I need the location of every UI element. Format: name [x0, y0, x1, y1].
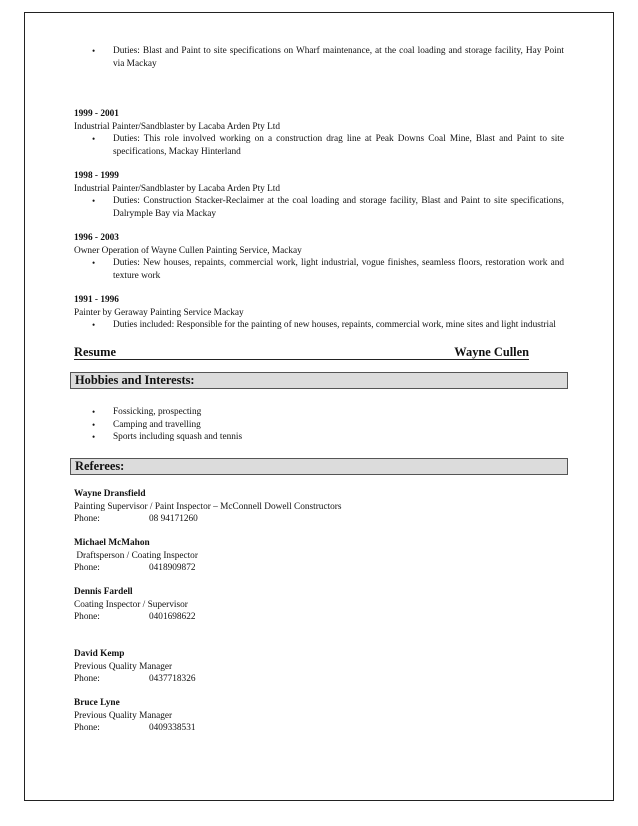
- list-item: • Duties included: Responsible for the painting of new houses, repaints, commercial work, mine sites and light industrial: [92, 320, 556, 331]
- referee-phone-row: [74, 513, 564, 526]
- job-duties: [74, 257, 564, 282]
- job-title: Industrial Painter/Sandblaster by Lacaba Arden Pty Ltd: [74, 121, 281, 132]
- referee-entry: [74, 648, 564, 686]
- referee-phone: 0418909872: [149, 563, 196, 574]
- job-title: Industrial Painter/Sandblaster by Lacaba Arden Pty Ltd: [74, 183, 281, 194]
- job-years: 1991 - 1996: [74, 295, 119, 305]
- resume-footer-left: Resume: [74, 345, 116, 359]
- referee-name: Dennis Fardell: [74, 587, 133, 597]
- list-item: • Duties: New houses, repaints, commercial work, light industrial, vogue finishes, seamless floors, restoration work and texture work: [92, 258, 564, 281]
- hobbies-heading: Hobbies and Interests:: [70, 372, 568, 389]
- referee-name: Bruce Lyne: [74, 698, 120, 708]
- hobbies-list: [74, 406, 564, 444]
- referee-phone: 08 94171260: [149, 514, 198, 525]
- job-entry: [74, 170, 564, 220]
- intro-bullet-list: [74, 45, 564, 70]
- job-years: 1996 - 2003: [74, 233, 119, 243]
- job-years: 1999 - 2001: [74, 109, 119, 119]
- job-years: 1998 - 1999: [74, 171, 119, 181]
- phone-label: Phone:: [74, 514, 100, 525]
- referee-phone: 0401698622: [149, 612, 196, 623]
- bullet-icon: •: [92, 432, 96, 443]
- referee-name: Michael McMahon: [74, 538, 150, 548]
- list-item: • Duties: Blast and Paint to site specifications on Wharf maintenance, at the coal loading and storage facility, Hay Point via Mackay: [92, 46, 564, 69]
- job-title: Painter by Geraway Painting Service Mackay: [74, 307, 244, 318]
- referee-phone: 0409338531: [149, 723, 196, 734]
- referee-phone-row: [74, 673, 564, 686]
- resume-footer: [74, 345, 529, 360]
- phone-label: Phone:: [74, 723, 100, 734]
- resume-footer-name: Wayne Cullen: [454, 345, 529, 359]
- job-duties: [74, 133, 564, 158]
- job-duties: [74, 195, 564, 220]
- referee-name: David Kemp: [74, 649, 125, 659]
- phone-label: Phone:: [74, 563, 100, 574]
- bullet-icon: •: [92, 320, 96, 331]
- bullet-icon: •: [92, 134, 96, 145]
- job-entry: [74, 232, 564, 282]
- bullet-icon: •: [92, 258, 96, 269]
- referee-phone-row: [74, 562, 564, 575]
- list-item: • Fossicking, prospecting: [92, 407, 202, 417]
- phone-label: Phone:: [74, 612, 100, 623]
- referee-name: Wayne Dransfield: [74, 489, 146, 499]
- job-title: Owner Operation of Wayne Cullen Painting Service, Mackay: [74, 245, 302, 256]
- referee-phone-row: [74, 611, 564, 624]
- bullet-icon: •: [92, 419, 96, 430]
- list-item: • Camping and travelling: [92, 419, 201, 430]
- job-entry: [74, 294, 564, 332]
- referee-phone-row: [74, 722, 564, 735]
- referees-heading: Referees:: [70, 458, 568, 475]
- referee-role: Draftsperson / Coating Inspector: [74, 550, 198, 561]
- referee-entry: [74, 586, 564, 624]
- job-entry: [74, 108, 564, 158]
- bullet-icon: •: [92, 46, 96, 56]
- job-duties: [74, 319, 564, 332]
- referee-entry: [74, 697, 564, 735]
- referee-role: Previous Quality Manager: [74, 661, 173, 672]
- referee-entry: [74, 537, 564, 575]
- referee-phone: 0437718326: [149, 674, 196, 685]
- phone-label: Phone:: [74, 674, 100, 685]
- referee-role: Previous Quality Manager: [74, 710, 173, 721]
- referee-entry: [74, 488, 564, 526]
- referee-role: Coating Inspector / Supervisor: [74, 599, 188, 610]
- referee-role: Painting Supervisor / Paint Inspector – McConnell Dowell Constructors: [74, 501, 342, 512]
- list-item: • Duties: This role involved working on a construction drag line at Peak Downs Coal Mine, Blast and Paint to site specifications, Mackay Hinterland: [92, 134, 564, 157]
- list-item: • Sports including squash and tennis: [92, 432, 243, 443]
- bullet-icon: •: [92, 407, 96, 417]
- list-item: • Duties: Construction Stacker-Reclaimer at the coal loading and storage facility, Blast and Paint to site specifications, Dalrymple Bay via Mackay: [92, 196, 564, 219]
- bullet-icon: •: [92, 196, 96, 207]
